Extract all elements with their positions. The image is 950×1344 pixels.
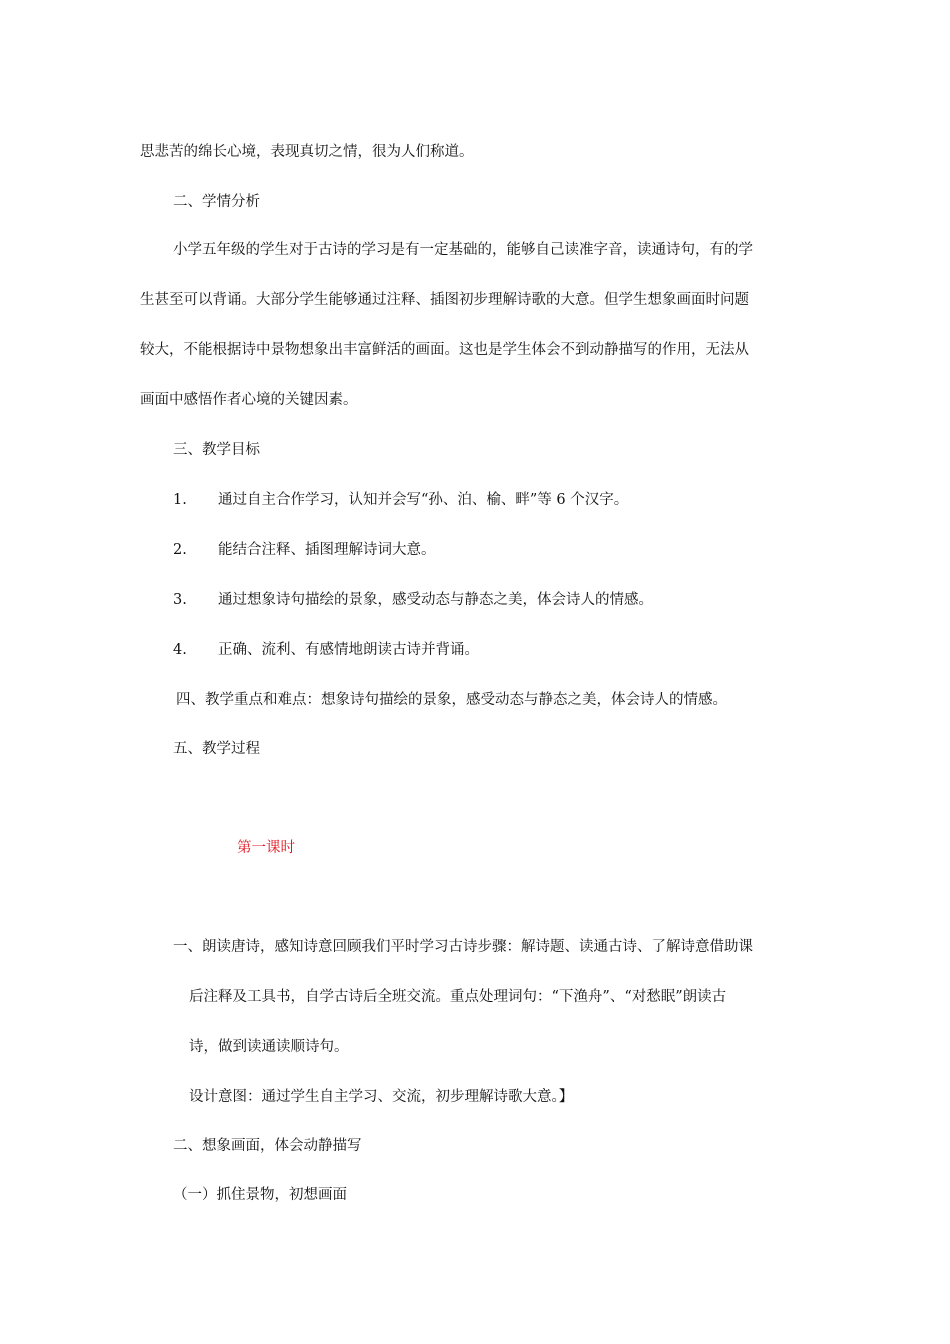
step-1-line-1: 一、朗读唐诗，感知诗意回顾我们平时学习古诗步骤：解诗题、读通古诗、了解诗意借助课 xyxy=(173,939,753,955)
goal-number-1: 1. xyxy=(173,492,187,508)
lesson-title: 第一课时 xyxy=(237,840,295,856)
section-2-para-line-3: 较大，不能根据诗中景物想象出丰富鲜活的画面。这也是学生体会不到动静描写的作用，无法从 xyxy=(140,342,749,358)
step-1-line-2: 后注释及工具书，自学古诗后全班交流。重点处理词句：“下渔舟”、“对愁眠”朗读古 xyxy=(189,989,727,1005)
step-2-subheading: （一）抓住景物，初想画面 xyxy=(173,1187,347,1203)
section-2-para-line-4: 画面中感悟作者心境的关键因素。 xyxy=(140,392,358,408)
section-4-key-points: 四、教学重点和难点：想象诗句描绘的景象，感受动态与静态之美，体会诗人的情感。 xyxy=(176,692,727,708)
section-2-para-line-1: 小学五年级的学生对于古诗的学习是有一定基础的，能够自己读准字音，读通诗句，有的学 xyxy=(173,242,753,258)
section-2-para-line-2: 生甚至可以背诵。大部分学生能够通过注释、插图初步理解诗歌的大意。但学生想象画面时问题 xyxy=(140,292,749,308)
goal-text-2: 能结合注释、插图理解诗词大意。 xyxy=(218,542,436,558)
section-2-heading: 二、学情分析 xyxy=(173,194,260,210)
step-1-line-3: 诗，做到读通读顺诗句。 xyxy=(189,1039,349,1055)
section-3-heading: 三、教学目标 xyxy=(173,442,260,458)
goal-text-3: 通过想象诗句描绘的景象，感受动态与静态之美，体会诗人的情感。 xyxy=(218,592,653,608)
goal-number-3: 3. xyxy=(173,592,187,608)
step-2-heading: 二、想象画面，体会动静描写 xyxy=(173,1138,362,1154)
section-5-heading: 五、教学过程 xyxy=(173,741,260,757)
goal-number-2: 2. xyxy=(173,542,187,558)
goal-number-4: 4. xyxy=(173,642,187,658)
intro-line: 思悲苦的绵长心境，表现真切之情，很为人们称道。 xyxy=(140,144,474,160)
goal-text-1: 通过自主合作学习，认知并会写“孙、泊、榆、畔”等 6 个汉字。 xyxy=(218,492,629,508)
goal-text-4: 正确、流利、有感情地朗读古诗并背诵。 xyxy=(218,642,479,658)
design-intent: 设计意图：通过学生自主学习、交流，初步理解诗歌大意。】 xyxy=(189,1089,574,1105)
